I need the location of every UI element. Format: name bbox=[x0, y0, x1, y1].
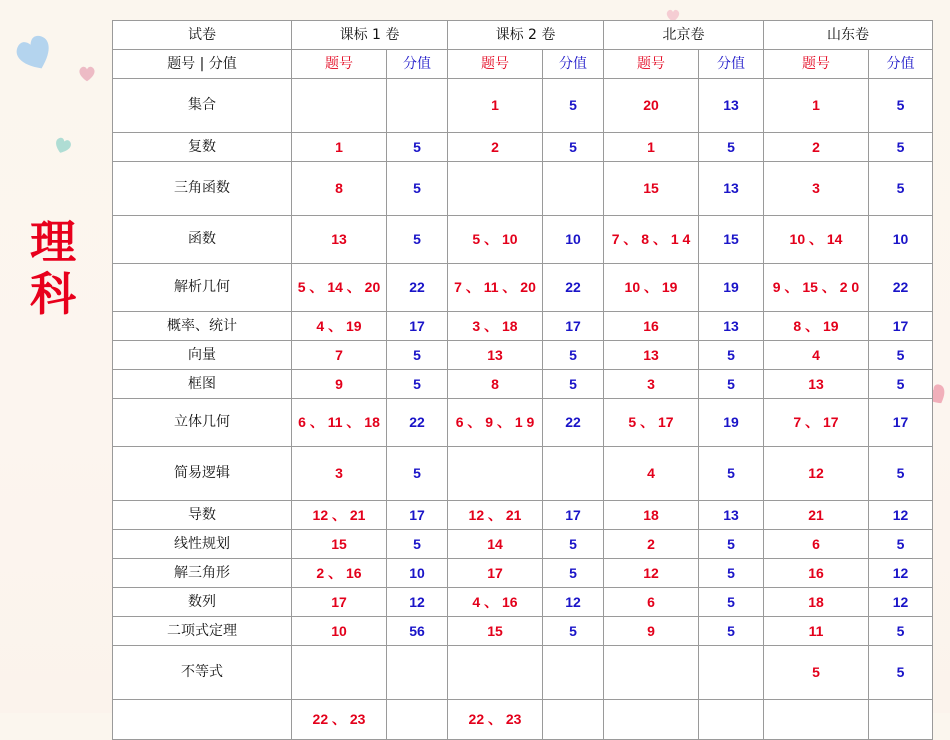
table-row bbox=[113, 312, 933, 341]
topic-label: 解析几何 bbox=[113, 264, 292, 312]
question-number-cell: 1 bbox=[604, 133, 699, 162]
question-number-cell: 1 bbox=[292, 133, 387, 162]
question-number-cell bbox=[604, 700, 699, 740]
question-number-cell bbox=[764, 700, 869, 740]
paper-header-2: 课标 2 卷 bbox=[448, 21, 604, 50]
table-row bbox=[113, 162, 933, 216]
heart-decoration-blue-icon bbox=[10, 28, 58, 76]
score-cell: 5 bbox=[869, 162, 933, 216]
score-cell bbox=[387, 79, 448, 133]
question-number-cell: 8 、 19 bbox=[764, 312, 869, 341]
score-cell: 5 bbox=[543, 133, 604, 162]
question-number-cell: 3 bbox=[604, 370, 699, 399]
question-number-cell bbox=[448, 162, 543, 216]
topic-label: 概率、统计 bbox=[113, 312, 292, 341]
score-cell: 5 bbox=[543, 559, 604, 588]
question-number-cell: 7 bbox=[292, 341, 387, 370]
question-number-cell: 20 bbox=[604, 79, 699, 133]
question-number-cell: 4 bbox=[604, 447, 699, 501]
sub-corner-header: 题号 | 分值 bbox=[113, 50, 292, 79]
topic-label: 框图 bbox=[113, 370, 292, 399]
score-cell: 5 bbox=[387, 162, 448, 216]
score-cell: 22 bbox=[543, 399, 604, 447]
score-header: 分值 bbox=[869, 50, 933, 79]
topic-label: 立体几何 bbox=[113, 399, 292, 447]
score-cell: 22 bbox=[869, 264, 933, 312]
paper-header-4: 山东卷 bbox=[764, 21, 933, 50]
question-number-cell: 13 bbox=[764, 370, 869, 399]
question-number-cell: 2 bbox=[448, 133, 543, 162]
score-cell: 12 bbox=[387, 588, 448, 617]
corner-header: 试卷 bbox=[113, 21, 292, 50]
score-cell: 13 bbox=[699, 162, 764, 216]
question-number-cell: 2 、 16 bbox=[292, 559, 387, 588]
table-row bbox=[113, 588, 933, 617]
question-number-cell: 4 、 16 bbox=[448, 588, 543, 617]
question-number-cell: 15 bbox=[448, 617, 543, 646]
topic-label: 二项式定理 bbox=[113, 617, 292, 646]
score-cell: 10 bbox=[869, 216, 933, 264]
score-cell: 5 bbox=[869, 133, 933, 162]
score-cell: 5 bbox=[699, 370, 764, 399]
topic-label: 向量 bbox=[113, 341, 292, 370]
score-cell: 5 bbox=[387, 447, 448, 501]
question-number-cell: 12 、 21 bbox=[448, 501, 543, 530]
question-number-cell: 12 bbox=[604, 559, 699, 588]
question-number-header: 题号 bbox=[292, 50, 387, 79]
question-number-cell: 5 、 10 bbox=[448, 216, 543, 264]
question-number-cell: 1 bbox=[764, 79, 869, 133]
question-number-cell: 22 、 23 bbox=[292, 700, 387, 740]
question-number-cell: 13 bbox=[604, 341, 699, 370]
question-number-cell bbox=[292, 79, 387, 133]
score-cell: 12 bbox=[869, 501, 933, 530]
table-body bbox=[113, 21, 933, 740]
topic-label bbox=[113, 700, 292, 740]
score-cell: 5 bbox=[869, 370, 933, 399]
score-cell: 5 bbox=[387, 341, 448, 370]
question-number-cell: 9 、 15 、 2 0 bbox=[764, 264, 869, 312]
question-number-cell: 6 bbox=[764, 530, 869, 559]
question-number-cell: 7 、 8 、 1 4 bbox=[604, 216, 699, 264]
question-number-cell: 14 bbox=[448, 530, 543, 559]
score-cell bbox=[869, 700, 933, 740]
score-cell: 5 bbox=[699, 559, 764, 588]
score-cell bbox=[387, 646, 448, 700]
question-number-cell: 11 bbox=[764, 617, 869, 646]
topic-label: 简易逻辑 bbox=[113, 447, 292, 501]
score-cell bbox=[387, 700, 448, 740]
topic-label: 解三角形 bbox=[113, 559, 292, 588]
score-cell: 5 bbox=[869, 530, 933, 559]
table-row bbox=[113, 264, 933, 312]
question-number-cell: 4 bbox=[764, 341, 869, 370]
topic-label: 集合 bbox=[113, 79, 292, 133]
question-number-cell: 8 bbox=[448, 370, 543, 399]
question-number-cell: 18 bbox=[764, 588, 869, 617]
score-cell: 5 bbox=[543, 341, 604, 370]
score-cell: 12 bbox=[869, 588, 933, 617]
question-number-cell: 6 、 11 、 18 bbox=[292, 399, 387, 447]
heart-decoration-teal-icon bbox=[52, 134, 74, 156]
score-cell: 17 bbox=[869, 399, 933, 447]
score-cell: 19 bbox=[699, 399, 764, 447]
score-cell: 17 bbox=[543, 501, 604, 530]
topic-label: 三角函数 bbox=[113, 162, 292, 216]
score-header: 分值 bbox=[699, 50, 764, 79]
question-number-cell: 5 、 14 、 20 bbox=[292, 264, 387, 312]
score-cell: 22 bbox=[543, 264, 604, 312]
heart-decoration-pink-icon bbox=[76, 62, 98, 84]
score-header: 分值 bbox=[387, 50, 448, 79]
question-number-cell: 10 、 14 bbox=[764, 216, 869, 264]
question-number-cell: 3 bbox=[292, 447, 387, 501]
side-title-char-2: 科 bbox=[30, 267, 76, 321]
question-number-cell: 13 bbox=[292, 216, 387, 264]
score-cell bbox=[543, 447, 604, 501]
table-row bbox=[113, 617, 933, 646]
score-cell: 5 bbox=[699, 530, 764, 559]
table-row bbox=[113, 79, 933, 133]
table-row bbox=[113, 399, 933, 447]
score-cell: 5 bbox=[387, 530, 448, 559]
paper-header-row bbox=[113, 21, 933, 50]
score-cell: 5 bbox=[699, 447, 764, 501]
table-row bbox=[113, 341, 933, 370]
question-number-cell bbox=[448, 447, 543, 501]
score-cell bbox=[543, 700, 604, 740]
table-row bbox=[113, 501, 933, 530]
score-cell: 5 bbox=[543, 530, 604, 559]
question-number-cell: 5 bbox=[764, 646, 869, 700]
side-title bbox=[26, 216, 80, 320]
question-number-cell: 7 、 17 bbox=[764, 399, 869, 447]
question-number-cell: 1 bbox=[448, 79, 543, 133]
question-number-cell: 4 、 19 bbox=[292, 312, 387, 341]
question-number-cell: 2 bbox=[604, 530, 699, 559]
score-cell: 5 bbox=[869, 447, 933, 501]
question-number-cell: 16 bbox=[604, 312, 699, 341]
score-cell: 5 bbox=[387, 370, 448, 399]
question-number-cell: 6 bbox=[604, 588, 699, 617]
table-row bbox=[113, 370, 933, 399]
question-number-cell: 9 bbox=[292, 370, 387, 399]
score-cell: 5 bbox=[543, 79, 604, 133]
question-number-cell: 13 bbox=[448, 341, 543, 370]
question-number-cell: 17 bbox=[448, 559, 543, 588]
question-number-cell: 10 bbox=[292, 617, 387, 646]
question-number-cell: 15 bbox=[604, 162, 699, 216]
question-number-cell: 12 bbox=[764, 447, 869, 501]
exam-table bbox=[112, 20, 933, 740]
question-number-cell: 15 bbox=[292, 530, 387, 559]
question-number-cell: 17 bbox=[292, 588, 387, 617]
question-number-cell: 18 bbox=[604, 501, 699, 530]
score-cell: 5 bbox=[869, 617, 933, 646]
question-number-header: 题号 bbox=[448, 50, 543, 79]
table-row bbox=[113, 447, 933, 501]
score-cell: 5 bbox=[699, 341, 764, 370]
score-cell: 5 bbox=[543, 617, 604, 646]
score-cell: 15 bbox=[699, 216, 764, 264]
paper-header-1: 课标 1 卷 bbox=[292, 21, 448, 50]
table-row bbox=[113, 216, 933, 264]
topic-label: 复数 bbox=[113, 133, 292, 162]
score-cell: 10 bbox=[543, 216, 604, 264]
score-cell: 56 bbox=[387, 617, 448, 646]
question-number-cell: 12 、 21 bbox=[292, 501, 387, 530]
question-number-cell: 9 bbox=[604, 617, 699, 646]
topic-label: 导数 bbox=[113, 501, 292, 530]
question-number-header: 题号 bbox=[764, 50, 869, 79]
table-row bbox=[113, 700, 933, 740]
score-cell: 13 bbox=[699, 501, 764, 530]
score-cell bbox=[699, 700, 764, 740]
question-number-cell: 5 、 17 bbox=[604, 399, 699, 447]
score-cell: 17 bbox=[543, 312, 604, 341]
question-number-cell bbox=[292, 646, 387, 700]
score-cell: 5 bbox=[699, 588, 764, 617]
question-number-cell: 10 、 19 bbox=[604, 264, 699, 312]
topic-label: 数列 bbox=[113, 588, 292, 617]
score-cell: 22 bbox=[387, 399, 448, 447]
score-header: 分值 bbox=[543, 50, 604, 79]
score-cell: 5 bbox=[387, 133, 448, 162]
score-cell: 5 bbox=[869, 341, 933, 370]
score-cell: 17 bbox=[869, 312, 933, 341]
score-cell: 12 bbox=[543, 588, 604, 617]
score-cell bbox=[699, 646, 764, 700]
score-cell: 17 bbox=[387, 312, 448, 341]
question-number-cell: 7 、 11 、 20 bbox=[448, 264, 543, 312]
table-row bbox=[113, 646, 933, 700]
question-number-cell: 8 bbox=[292, 162, 387, 216]
score-cell: 19 bbox=[699, 264, 764, 312]
question-number-cell: 3 bbox=[764, 162, 869, 216]
score-cell: 12 bbox=[869, 559, 933, 588]
paper-header-3: 北京卷 bbox=[604, 21, 764, 50]
score-cell: 5 bbox=[869, 646, 933, 700]
topic-label: 不等式 bbox=[113, 646, 292, 700]
score-cell: 5 bbox=[387, 216, 448, 264]
table-row bbox=[113, 530, 933, 559]
score-cell: 5 bbox=[699, 133, 764, 162]
score-cell: 10 bbox=[387, 559, 448, 588]
score-cell bbox=[543, 162, 604, 216]
score-cell: 13 bbox=[699, 312, 764, 341]
score-cell: 13 bbox=[699, 79, 764, 133]
question-number-header: 题号 bbox=[604, 50, 699, 79]
question-number-cell: 2 bbox=[764, 133, 869, 162]
score-cell bbox=[543, 646, 604, 700]
question-number-cell: 21 bbox=[764, 501, 869, 530]
question-number-cell: 22 、 23 bbox=[448, 700, 543, 740]
topic-label: 线性规划 bbox=[113, 530, 292, 559]
score-cell: 5 bbox=[543, 370, 604, 399]
subheader-row bbox=[113, 50, 933, 79]
question-number-cell bbox=[448, 646, 543, 700]
question-number-cell: 6 、 9 、 1 9 bbox=[448, 399, 543, 447]
side-title-char-1: 理 bbox=[30, 215, 76, 269]
score-cell: 22 bbox=[387, 264, 448, 312]
table-row bbox=[113, 133, 933, 162]
score-cell: 5 bbox=[699, 617, 764, 646]
score-cell: 5 bbox=[869, 79, 933, 133]
score-cell: 17 bbox=[387, 501, 448, 530]
question-number-cell: 3 、 18 bbox=[448, 312, 543, 341]
question-number-cell: 16 bbox=[764, 559, 869, 588]
topic-label: 函数 bbox=[113, 216, 292, 264]
question-number-cell bbox=[604, 646, 699, 700]
table-row bbox=[113, 559, 933, 588]
